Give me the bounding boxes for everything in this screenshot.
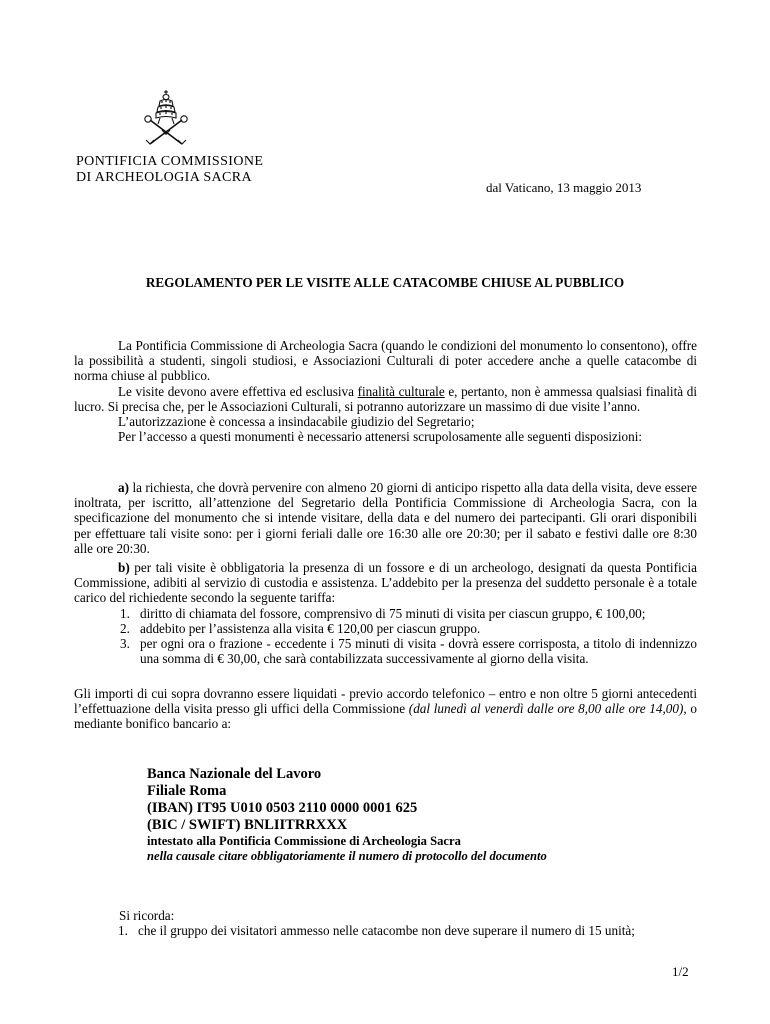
page-number: 1/2 xyxy=(672,964,689,979)
institution-name xyxy=(76,154,263,186)
list-item xyxy=(120,606,697,621)
bank-branch: Filiale Roma xyxy=(147,783,227,799)
section-a-paragraph xyxy=(74,480,697,556)
intro-paragraph-4: Per l’accesso a questi monumenti è necessario attenersi scrupolosamente alle seguenti disposizioni: xyxy=(118,429,643,445)
section-a-label: a) xyxy=(118,480,129,495)
intro-paragraph-3: L’autorizzazione è concessa a insindacabile giudizio del Segretario; xyxy=(118,414,475,430)
intro-paragraph-1: La Pontificia Commissione di Archeologia Sacra (quando le condizioni del monumento lo consentono), offre la possibilità a studenti, singoli studiosi, e Associazioni Culturali di poter accedere anche a quelle catacombe di norma chiuse al pubblico. xyxy=(74,338,697,384)
institution-line1: PONTIFICIA COMMISSIONE xyxy=(76,154,264,169)
list-item-number: 1. xyxy=(118,923,128,939)
list-item-text: che il gruppo dei visitatori ammesso nelle catacombe non deve superare il numero di 15 unità; xyxy=(138,923,635,939)
bank-causale: nella causale citare obbligatoriamente il numero di protocollo del documento xyxy=(147,849,547,863)
bank-iban: (IBAN) IT95 U010 0503 2110 0000 0001 625 xyxy=(147,800,418,816)
papal-keys-tiara-icon xyxy=(142,88,190,148)
bank-holder: intestato alla Pontificia Commissione di Archeologia Sacra xyxy=(147,834,461,848)
intro-paragraph-2 xyxy=(74,384,697,414)
list-item-number: 3. xyxy=(120,636,130,652)
payment-after: , o mediante bonifico bancario a: xyxy=(74,701,697,732)
bank-bic: (BIC / SWIFT) BNLIITRRXXX xyxy=(147,817,348,833)
reminder-list xyxy=(118,923,699,938)
institution-line2: DI ARCHEOLOGIA SACRA xyxy=(76,170,253,185)
section-a-text: la richiesta, che dovrà pervenire con almeno 20 giorni di anticipo rispetto alla data della visita, deve essere inoltrata, per iscritto, all’attenzione del Segretario della Pontificia Commissione di Archeologia Sacra, con la specificazione del monumento che si intende visitare, della data e del numero dei partecipanti. Gli orari disponibili per effettuare tali visite sono: per i giorni feriali dalle ore 16:30 alle ore 20:30; per il sabato e festivi dalle ore 8:30 alle ore 20:30. xyxy=(74,480,697,556)
list-item-text: diritto di chiamata del fossore, comprensivo di 75 minuti di visita per ciascun gruppo, € 100,00; xyxy=(140,605,646,621)
reminder-label: Si ricorda: xyxy=(119,908,175,923)
list-item-text: addebito per l’assistenza alla visita € 120,00 per ciascun gruppo. xyxy=(140,620,481,636)
section-a xyxy=(74,480,697,556)
payment-before: Gli importi di cui sopra dovranno essere liquidati - previo accordo telefonico – entro e non oltre 5 giorni antecedenti l’effettuazione della visita presso gli uffici della Commissione xyxy=(74,686,697,717)
payment-section xyxy=(74,686,697,732)
section-b-label: b) xyxy=(118,560,130,575)
list-item xyxy=(120,621,697,636)
document-title: REGOLAMENTO PER LE VISITE ALLE CATACOMBE CHIUSE AL PUBBLICO xyxy=(145,275,625,290)
list-item xyxy=(120,636,697,666)
intro-p2-after: e, pertanto, non è ammessa qualsiasi finalità di lucro. Si precisa che, per le Associazioni Culturali, si potranno autorizzare un massimo di due visite l’anno. xyxy=(74,383,697,414)
list-item-text: per ogni ora o frazione - eccedente i 75 minuti di visita - dovrà essere corrisposta, a titolo di indennizzo una somma di € 30,00, che sarà contabilizzata successivamente al giorno della visita. xyxy=(140,636,697,667)
intro-p2-underlined: finalità culturale xyxy=(357,383,445,399)
section-b-paragraph xyxy=(74,560,697,606)
bank-name: Banca Nazionale del Lavoro xyxy=(147,766,322,782)
tariff-list xyxy=(120,606,697,667)
section-b xyxy=(74,560,697,666)
section-b-text: per tali visite è obbligatoria la presenza di un fossore e di un archeologo, designati da questa Pontificia Commissione, adibiti al servizio di custodia e assistenza. L’addebito per la presenza del suddetto personale è a totale carico del richiedente secondo la seguente tariffa: xyxy=(74,560,697,606)
intro-section xyxy=(74,338,697,444)
list-item-number: 1. xyxy=(120,605,130,621)
list-item-number: 2. xyxy=(120,620,130,636)
payment-paragraph xyxy=(74,686,697,732)
reminder-section xyxy=(119,908,699,938)
list-item xyxy=(118,923,699,938)
bank-details xyxy=(147,766,547,864)
payment-hours: (dal lunedì al venerdì dalle ore 8,00 alle ore 14,00) xyxy=(408,701,684,717)
document-date: dal Vaticano, 13 maggio 2013 xyxy=(486,180,642,195)
intro-p2-before: Le visite devono avere effettiva ed esclusiva xyxy=(118,383,358,399)
